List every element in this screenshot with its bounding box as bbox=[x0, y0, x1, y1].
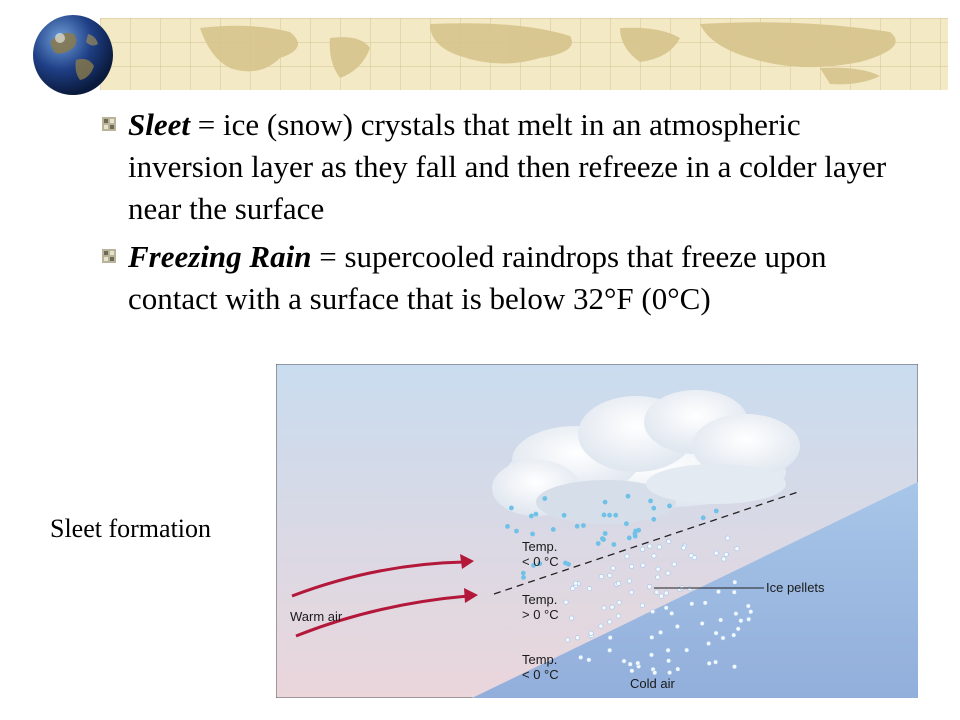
ice-pellet bbox=[599, 574, 603, 578]
snow-crystal bbox=[530, 532, 535, 537]
ice-pellet bbox=[653, 671, 657, 675]
ice-pellet bbox=[616, 581, 620, 585]
snow-crystal bbox=[651, 517, 656, 522]
snow-crystal bbox=[626, 494, 631, 499]
ice-pellet bbox=[608, 573, 612, 577]
term-sleet: Sleet bbox=[128, 107, 190, 142]
snow-crystal bbox=[612, 542, 617, 547]
label-temp-middle-2: > 0 °C bbox=[522, 607, 559, 622]
ice-pellet bbox=[656, 567, 660, 571]
snow-crystal bbox=[627, 536, 632, 541]
snow-crystal bbox=[581, 523, 586, 528]
ice-pellet bbox=[666, 571, 670, 575]
snow-crystal bbox=[521, 575, 526, 580]
ice-pellet bbox=[571, 586, 575, 590]
ice-pellet bbox=[659, 594, 663, 598]
ice-pellet bbox=[657, 545, 661, 549]
ice-pellet bbox=[656, 575, 660, 579]
ice-pellet bbox=[627, 579, 631, 583]
ice-pellet bbox=[664, 606, 668, 610]
ice-pellet bbox=[565, 638, 569, 642]
ice-pellet bbox=[610, 605, 614, 609]
label-temp-middle-1: Temp. bbox=[522, 592, 558, 607]
ice-pellet bbox=[655, 590, 659, 594]
ice-pellet bbox=[707, 661, 711, 665]
ice-pellet bbox=[652, 554, 656, 558]
ice-pellet bbox=[724, 552, 728, 556]
ice-pellet bbox=[650, 635, 654, 639]
label-temp-lower-1: Temp. bbox=[522, 652, 558, 667]
ice-pellet bbox=[608, 648, 612, 652]
snow-crystal bbox=[505, 524, 510, 529]
snow-crystal bbox=[542, 496, 547, 501]
snow-crystal bbox=[529, 514, 534, 519]
ice-pellet bbox=[608, 635, 612, 639]
snow-crystal bbox=[562, 513, 567, 518]
ice-pellet bbox=[667, 670, 671, 674]
bullet-freezing-rain bbox=[102, 236, 922, 320]
ice-pellet bbox=[667, 539, 671, 543]
snow-crystal bbox=[575, 524, 580, 529]
ice-pellet bbox=[564, 600, 568, 604]
ice-pellet bbox=[682, 546, 686, 550]
bullet-list bbox=[102, 104, 922, 326]
ice-pellet bbox=[690, 602, 694, 606]
snow-crystal bbox=[509, 506, 514, 511]
ice-pellet bbox=[714, 631, 718, 635]
ice-pellet bbox=[617, 600, 621, 604]
ice-pellet bbox=[716, 590, 720, 594]
snow-crystal bbox=[534, 512, 539, 517]
snow-crystal bbox=[563, 561, 568, 566]
snow-crystal bbox=[602, 513, 607, 518]
ice-pellet bbox=[749, 610, 753, 614]
globe-icon bbox=[30, 12, 116, 98]
label-temp-upper-1: Temp. bbox=[522, 539, 558, 554]
ice-pellet bbox=[706, 641, 710, 645]
ice-pellet bbox=[628, 662, 632, 666]
ice-pellet bbox=[733, 580, 737, 584]
world-map-banner bbox=[100, 18, 948, 90]
ice-pellet bbox=[616, 614, 620, 618]
ice-pellet bbox=[647, 585, 651, 589]
snow-crystal bbox=[603, 531, 608, 536]
ice-pellet bbox=[575, 636, 579, 640]
ice-pellet bbox=[648, 544, 652, 548]
snow-crystal bbox=[667, 504, 672, 509]
ice-pellet bbox=[735, 547, 739, 551]
ice-pellet bbox=[587, 586, 591, 590]
ice-pellet bbox=[629, 590, 633, 594]
snow-crystal bbox=[600, 536, 605, 541]
ice-pellet bbox=[569, 616, 573, 620]
ice-pellet bbox=[688, 587, 692, 591]
label-cold-air: Cold air bbox=[630, 676, 675, 691]
ice-pellet bbox=[722, 557, 726, 561]
ice-pellet bbox=[666, 648, 670, 652]
ice-pellet bbox=[611, 566, 615, 570]
label-temp-upper-2: < 0 °C bbox=[522, 554, 559, 569]
snow-crystal bbox=[624, 521, 629, 526]
ice-pellet bbox=[640, 603, 644, 607]
ice-pellet bbox=[672, 562, 676, 566]
ice-pellet bbox=[658, 630, 662, 634]
ice-pellet bbox=[703, 601, 707, 605]
ice-pellet bbox=[726, 536, 730, 540]
ice-pellet bbox=[636, 661, 640, 665]
ice-pellet bbox=[734, 611, 738, 615]
ice-pellet bbox=[599, 624, 603, 628]
ice-pellet bbox=[641, 563, 645, 567]
snow-crystal bbox=[603, 500, 608, 505]
ice-pellet bbox=[622, 659, 626, 663]
ice-pellet bbox=[589, 631, 593, 635]
snow-crystal bbox=[596, 541, 601, 546]
term-freezing-rain: Freezing Rain bbox=[128, 239, 312, 274]
ice-pellet bbox=[608, 620, 612, 624]
snow-crystal bbox=[521, 571, 526, 576]
ice-pellet bbox=[625, 554, 629, 558]
ice-pellet bbox=[700, 621, 704, 625]
ice-pellet bbox=[692, 555, 696, 559]
ice-pellet bbox=[714, 551, 718, 555]
ice-pellet bbox=[602, 606, 606, 610]
ice-pellet bbox=[685, 648, 689, 652]
snow-crystal bbox=[636, 528, 641, 533]
ice-pellet bbox=[640, 547, 644, 551]
ice-pellet bbox=[676, 667, 680, 671]
ice-pellet bbox=[587, 658, 591, 662]
ice-pellet bbox=[675, 624, 679, 628]
snow-crystal bbox=[514, 529, 519, 534]
label-ice-pellets: Ice pellets bbox=[766, 580, 825, 595]
ice-pellet bbox=[666, 659, 670, 663]
definition-freezing-rain: = supercooled raindrops that freeze upon contact with a surface that is below 32°F (0°C) bbox=[128, 239, 827, 316]
sleet-diagram bbox=[276, 364, 918, 698]
ice-pellet bbox=[732, 665, 736, 669]
ice-pellet bbox=[747, 617, 751, 621]
snow-crystal bbox=[607, 513, 612, 518]
ice-pellet bbox=[736, 627, 740, 631]
bullet-marker-icon bbox=[102, 249, 116, 263]
label-warm-air: Warm air bbox=[290, 609, 343, 624]
snow-crystal bbox=[714, 509, 719, 514]
ice-pellet bbox=[629, 564, 633, 568]
ice-pellet bbox=[670, 611, 674, 615]
definition-sleet: = ice (snow) crystals that melt in an atmospheric inversion layer as they fall and then refreeze in a colder layer near the surface bbox=[128, 107, 887, 226]
ice-pellet bbox=[713, 660, 717, 664]
snow-crystal bbox=[651, 506, 656, 511]
ice-pellet bbox=[719, 618, 723, 622]
ice-pellet bbox=[732, 633, 736, 637]
bullet-sleet bbox=[102, 104, 922, 230]
ice-pellet bbox=[739, 619, 743, 623]
label-temp-lower-2: < 0 °C bbox=[522, 667, 559, 682]
ice-pellet bbox=[664, 591, 668, 595]
ice-pellet bbox=[721, 636, 725, 640]
figure-caption: Sleet formation bbox=[50, 514, 212, 543]
ice-pellet bbox=[651, 609, 655, 613]
snow-crystal bbox=[551, 527, 556, 532]
snow-crystal bbox=[648, 499, 653, 504]
ice-pellet bbox=[649, 653, 653, 657]
ice-pellet bbox=[732, 590, 736, 594]
ice-pellet bbox=[746, 604, 750, 608]
snow-crystal bbox=[633, 534, 638, 539]
ice-pellet bbox=[579, 655, 583, 659]
ice-pellet bbox=[630, 669, 634, 673]
snow-crystal bbox=[613, 513, 618, 518]
bullet-marker-icon bbox=[102, 117, 116, 131]
snow-crystal bbox=[701, 515, 706, 520]
ice-pellet bbox=[574, 581, 578, 585]
